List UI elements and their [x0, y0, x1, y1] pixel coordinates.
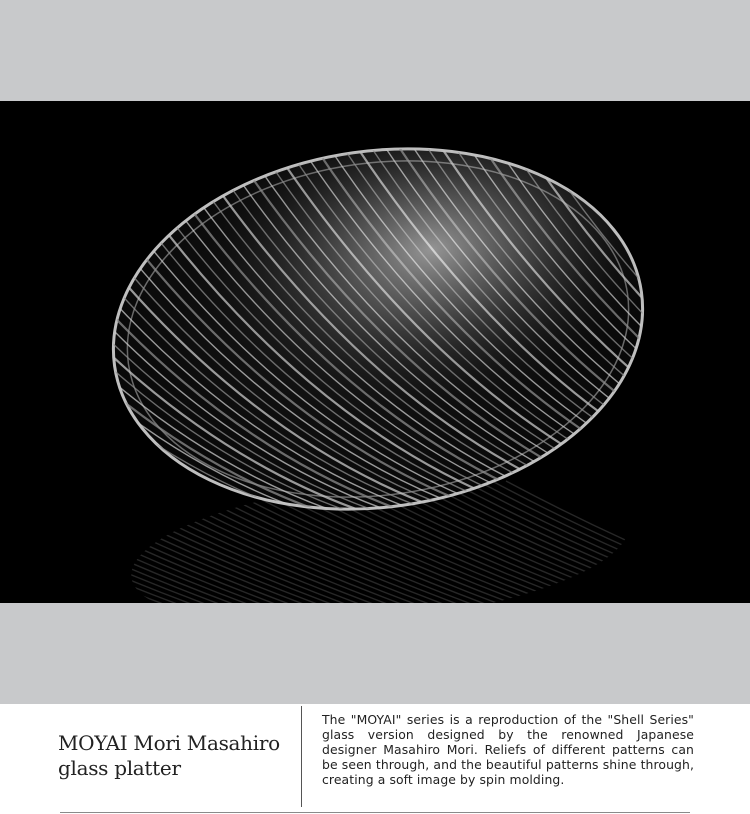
product-title-line1: MOYAI Mori Masahiro: [58, 731, 280, 755]
reflection-line: [0, 481, 252, 603]
top-gray-band: [0, 0, 750, 101]
product-description: The "MOYAI" series is a reproduction of the "Shell Series" glass version designed by the renowned Japanese designer Masahiro Mori. Reliefs of different patterns can be seen through, and the beautiful patterns shine through, creating a soft image by spin molding.: [322, 712, 694, 787]
reflection-line: [0, 481, 238, 603]
product-title-line2: glass platter: [58, 756, 181, 780]
bottom-rule: [60, 812, 690, 813]
reflection-line: [0, 481, 210, 603]
bottom-gray-band: [0, 603, 750, 704]
reflection-line: [0, 481, 224, 603]
reflection-line: [436, 481, 750, 603]
reflection-line: [506, 481, 750, 603]
plate-highlight: [90, 116, 666, 543]
product-title: [58, 731, 296, 781]
product-photo: [0, 101, 750, 603]
vertical-divider: [301, 706, 302, 807]
reflection-line: [0, 481, 140, 603]
glass-platter-image: [0, 101, 750, 603]
reflection-line: [0, 481, 154, 603]
reflection-line: [0, 481, 294, 603]
product-caption: [0, 704, 750, 814]
